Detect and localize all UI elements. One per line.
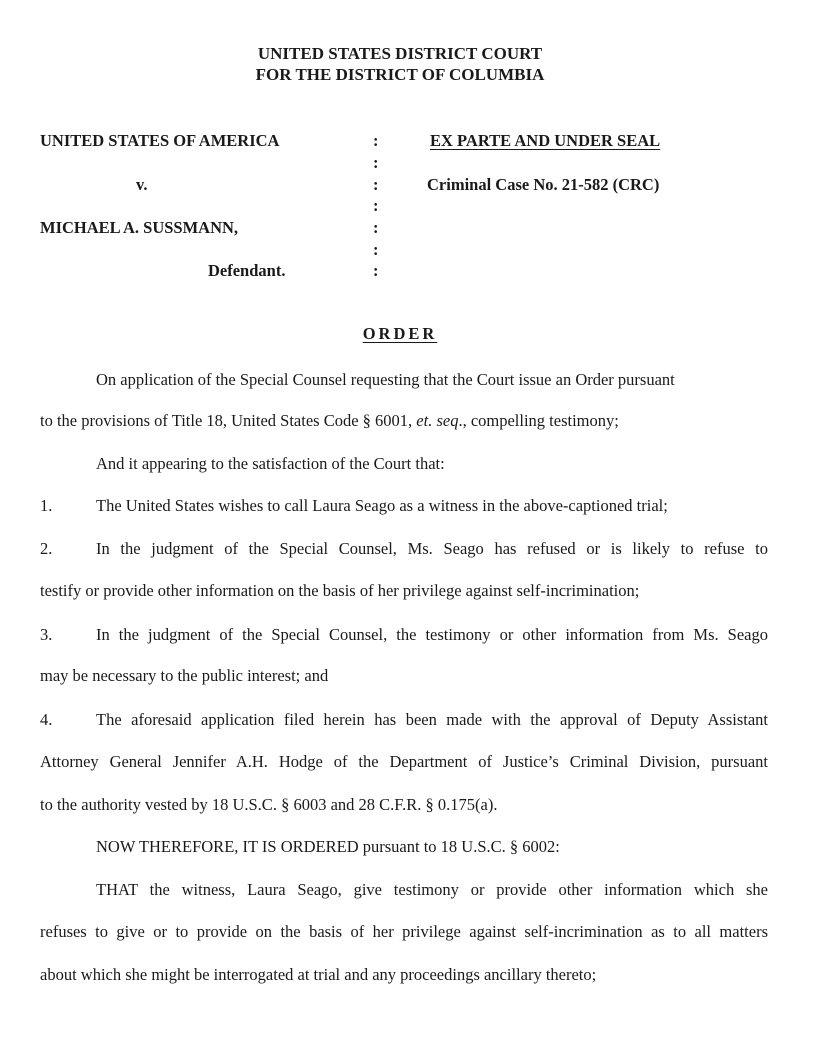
- order-title-text: ORDER: [362, 324, 438, 343]
- item-3-line2: may be necessary to the public interest; and: [40, 666, 329, 685]
- caption-separator: :: [373, 153, 379, 172]
- item-number: 4.: [40, 710, 53, 729]
- item-number: 2.: [40, 539, 53, 558]
- item-3-line1: In the judgment of the Special Counsel, the testimony or other information from Ms. Seago: [96, 625, 768, 644]
- text-run: ., compelling testimony;: [458, 411, 619, 430]
- item-2-line2: testify or provide other information on the basis of her privilege against self-incrimination;: [40, 581, 640, 600]
- caption-defendant-label: Defendant.: [208, 261, 286, 280]
- that-clause-line1: THAT the witness, Laura Seago, give testimony or provide other information which she: [96, 880, 768, 899]
- caption-separator: :: [373, 175, 379, 194]
- order-title: [0, 324, 800, 344]
- court-name-line2: FOR THE DISTRICT OF COLUMBIA: [255, 65, 545, 84]
- caption-defendant-name: MICHAEL A. SUSSMANN,: [40, 218, 239, 237]
- item-4-line1: The aforesaid application filed herein has been made with the approval of Deputy Assistant: [96, 710, 768, 729]
- item-number: 1.: [40, 496, 53, 515]
- caption-separator: :: [373, 196, 379, 215]
- seal-notice: EX PARTE AND UNDER SEAL: [430, 131, 661, 150]
- item-2-line1: In the judgment of the Special Counsel, Ms. Seago has refused or is likely to refuse to: [96, 539, 768, 558]
- now-therefore-clause: NOW THEREFORE, IT IS ORDERED pursuant to 18 U.S.C. § 6002:: [96, 837, 560, 856]
- item-number: 3.: [40, 625, 53, 644]
- caption-separator: :: [373, 240, 379, 259]
- court-name-line1: UNITED STATES DISTRICT COURT: [257, 44, 543, 63]
- case-number: Criminal Case No. 21-582 (CRC): [427, 175, 660, 194]
- caption-plaintiff: UNITED STATES OF AMERICA: [40, 131, 280, 150]
- item-4-line2: Attorney General Jennifer A.H. Hodge of the Department of Justice’s Criminal Division, pursuant: [40, 752, 768, 771]
- that-clause-line3: about which she might be interrogated at trial and any proceedings ancillary thereto;: [40, 965, 597, 984]
- text-run: to the provisions of Title 18, United States Code § 6001,: [40, 411, 417, 430]
- caption-separator: :: [373, 218, 379, 237]
- caption-separator: :: [373, 261, 379, 280]
- paragraph-application-line2: [40, 411, 619, 431]
- paragraph-application-line1: On application of the Special Counsel requesting that the Court issue an Order pursuant: [96, 370, 675, 389]
- caption-versus: v.: [136, 175, 148, 194]
- italic-citation: et. seq: [416, 411, 459, 430]
- paragraph-appearing: And it appearing to the satisfaction of the Court that:: [96, 454, 445, 473]
- item-1-line1: The United States wishes to call Laura Seago as a witness in the above-captioned trial;: [96, 496, 668, 515]
- caption-separator: :: [373, 131, 379, 150]
- that-clause-line2: refuses to give or to provide on the basis of her privilege against self-incrimination as to all matters: [40, 922, 768, 941]
- item-4-line3: to the authority vested by 18 U.S.C. § 6003 and 28 C.F.R. § 0.175(a).: [40, 795, 498, 814]
